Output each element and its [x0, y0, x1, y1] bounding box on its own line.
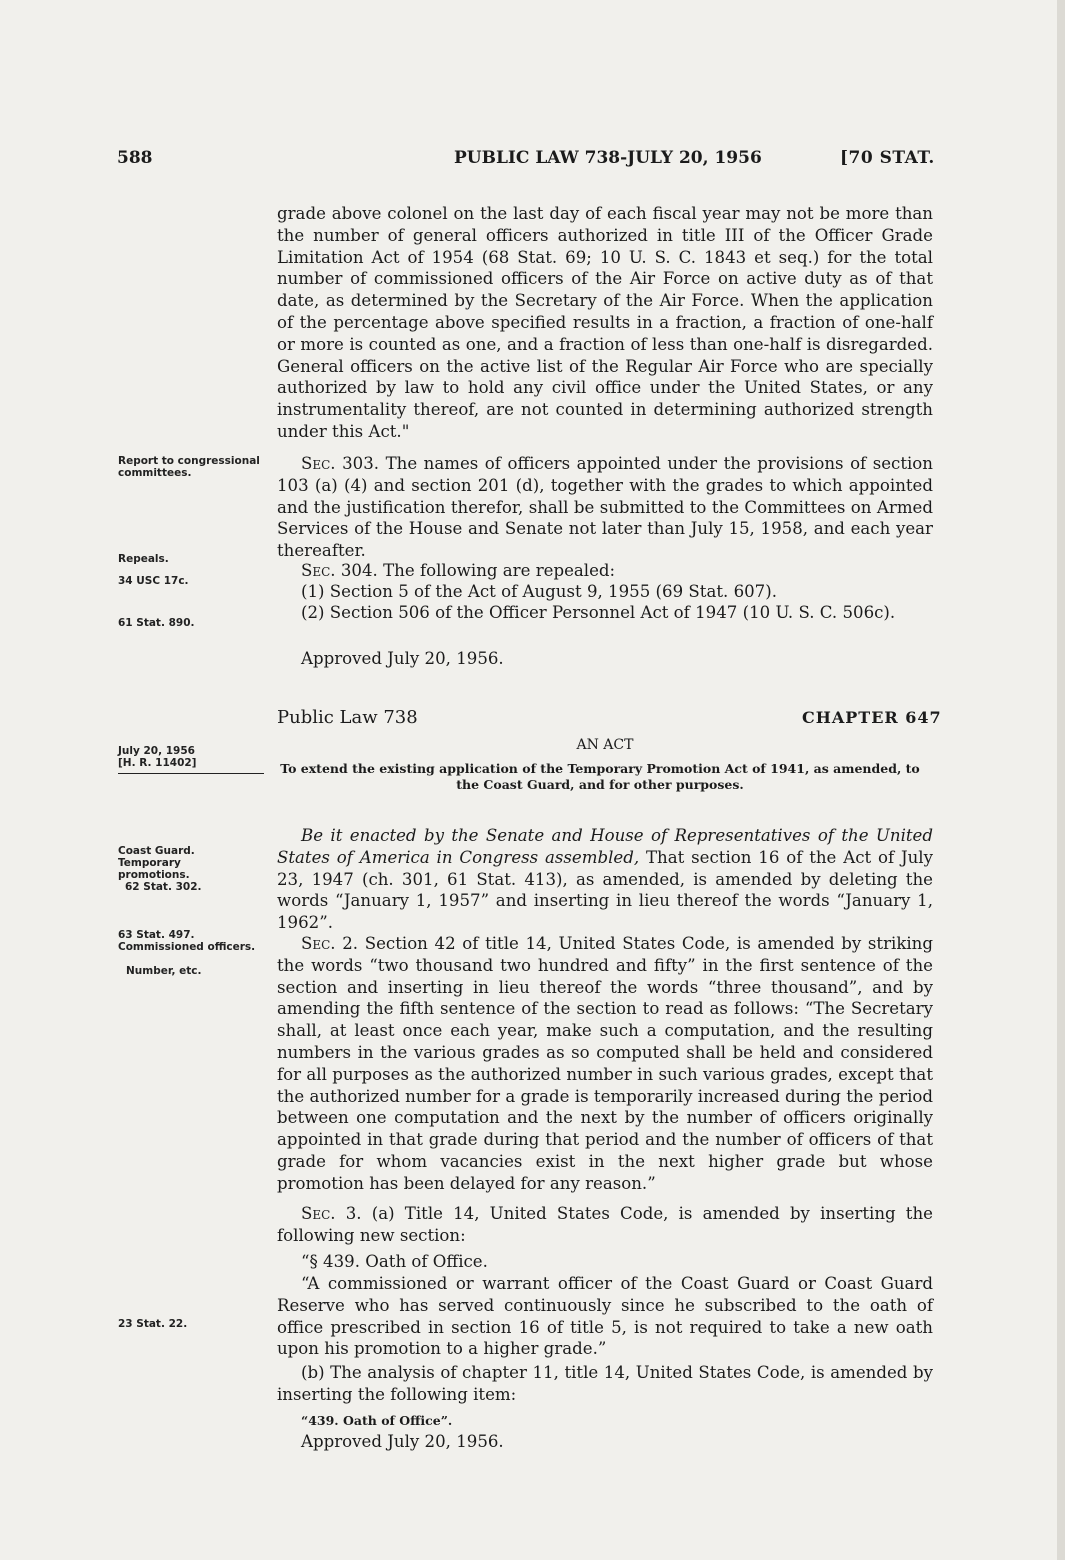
section-2 [277, 933, 933, 1195]
section-439-text: “A commissioned or warrant officer of the Coast Guard or Coast Guard Reserve who has served continuously since he subscribed to the oath of office prescribed in section 16 of title 5, is not required to take a new oath upon his promotion to a higher grade.” [277, 1274, 933, 1359]
repeal-item-1: (1) Section 5 of the Act of August 9, 1955 (69 Stat. 607). [301, 582, 777, 601]
analysis-item-439: “439. Oath of Office”. [301, 1413, 453, 1428]
margin-note-61-stat-890: 61 Stat. 890. [118, 617, 195, 629]
margin-note-63-stat-497: 63 Stat. 497. [118, 929, 195, 941]
section-303-text: The names of officers appointed under the provisions of section 103 (a) (4) and section 201 (d), together with the grades to which appointed and the justification therefor, shall be submitted to the Committees on Armed Services of the House and Senate not later than July 15, 1958, and each year thereafter. [277, 454, 933, 561]
margin-note-repeals: Repeals. [118, 553, 169, 565]
margin-note-62-stat-302: 62 Stat. 302. [125, 881, 202, 893]
act-purpose: To extend the existing application of the Temporary Promotion Act of 1941, as amended, to the Coast Guard, and for other purposes. [280, 761, 920, 792]
approved-date-1: Approved July 20, 1956. [301, 649, 504, 668]
section-303-label: Sec. 303. [301, 454, 380, 473]
running-title: PUBLIC LAW 738-JULY 20, 1956 [454, 148, 762, 168]
section-2-label: Sec. 2. [301, 934, 359, 953]
section-3-label: Sec. 3. [301, 1204, 362, 1223]
enacting-clause-text: That section 16 of the Act of July 23, 1947 (ch. 301, 61 Stat. 413), as amended, is amended by deleting the words “January 1, 1957” and inserting in lieu thereof the words “January 1, 1962”. [277, 847, 933, 933]
volume-reference: [70 STAT. [840, 148, 935, 168]
margin-note-bill-number: [H. R. 11402] [118, 757, 197, 769]
chapter-number: CHAPTER 647 [802, 708, 942, 727]
margin-note-commissioned: Commissioned officers. [118, 941, 256, 953]
page-edge [1057, 0, 1065, 1560]
section-439-heading: “§ 439. Oath of Office. [301, 1252, 488, 1271]
section-2-text: Section 42 of title 14, United States Code, is amended by striking the words “two thousand two hundred and fifty” in the first sentence of the section and inserting in lieu thereof the words “three thousand”, and by amending the fifth sentence of the section to read as follows: “The Secretary shall, at least once each year, make such a computation, and the resulting numbers in the various grades as so computed shall be held and considered for all purposes as the authorized number in such various grades, except that the authorized number for a grade is temporarily increased during the period between one computation and the next by the number of officers originally appointed in that grade during that period and the number of officers of that grade for whom vacancies exist in the next higher grade but whose promotion has been delayed for any reason.” [277, 934, 933, 1193]
section-3a [277, 1203, 933, 1247]
section-303 [277, 453, 933, 562]
margin-note-34-usc: 34 USC 17c. [118, 575, 189, 587]
margin-note-number: Number, etc. [126, 965, 202, 977]
margin-note-report: Report to congressional committees. [118, 455, 260, 479]
enacting-clause-italic: Be it enacted by the Senate and House of Representatives of the United States of America in Congress assembled, [277, 826, 933, 867]
section-304-label: Sec. 304. [301, 561, 378, 580]
section-3b-text: (b) The analysis of chapter 11, title 14, United States Code, is amended by inserting the following item: [277, 1363, 933, 1404]
enacting-clause [277, 825, 933, 934]
margin-note-23-stat-22: 23 Stat. 22. [118, 1318, 188, 1330]
continued-paragraph: grade above colonel on the last day of each fiscal year may not be more than the number of general officers authorized in title III of the Officer Grade Limitation Act of 1954 (68 Stat. 69; 10 U. S. C. 1843 et seq.) for the total number of commissioned officers of the Air Force on active duty as of that date, as determined by the Secretary of the Air Force. When the application of the percentage above specified results in a fraction, a fraction of one-half or more is counted as one, and a fraction of less than one-half is disregarded. General officers on the active list of the Regular Air Force who are specially authorized by law to hold any civil office under the United States, or any instrumentality thereof, are not counted in determining authorized strength under this Act." [277, 204, 933, 441]
margin-rule [118, 773, 264, 774]
an-act-heading: AN ACT [576, 737, 634, 753]
public-law-number: Public Law 738 [277, 707, 418, 728]
margin-note-date: July 20, 1956 [118, 745, 195, 757]
margin-note-coast-guard: Coast Guard. Temporary promotions. [118, 845, 195, 881]
page-number: 588 [117, 148, 153, 168]
section-304-text: The following are repealed: [383, 561, 616, 580]
repeal-item-2: (2) Section 506 of the Officer Personnel Act of 1947 (10 U. S. C. 506c). [301, 603, 896, 622]
section-304 [277, 560, 933, 582]
approved-date-2: Approved July 20, 1956. [301, 1432, 504, 1451]
section-3a-text: (a) Title 14, United States Code, is amended by inserting the following new section: [277, 1204, 933, 1245]
